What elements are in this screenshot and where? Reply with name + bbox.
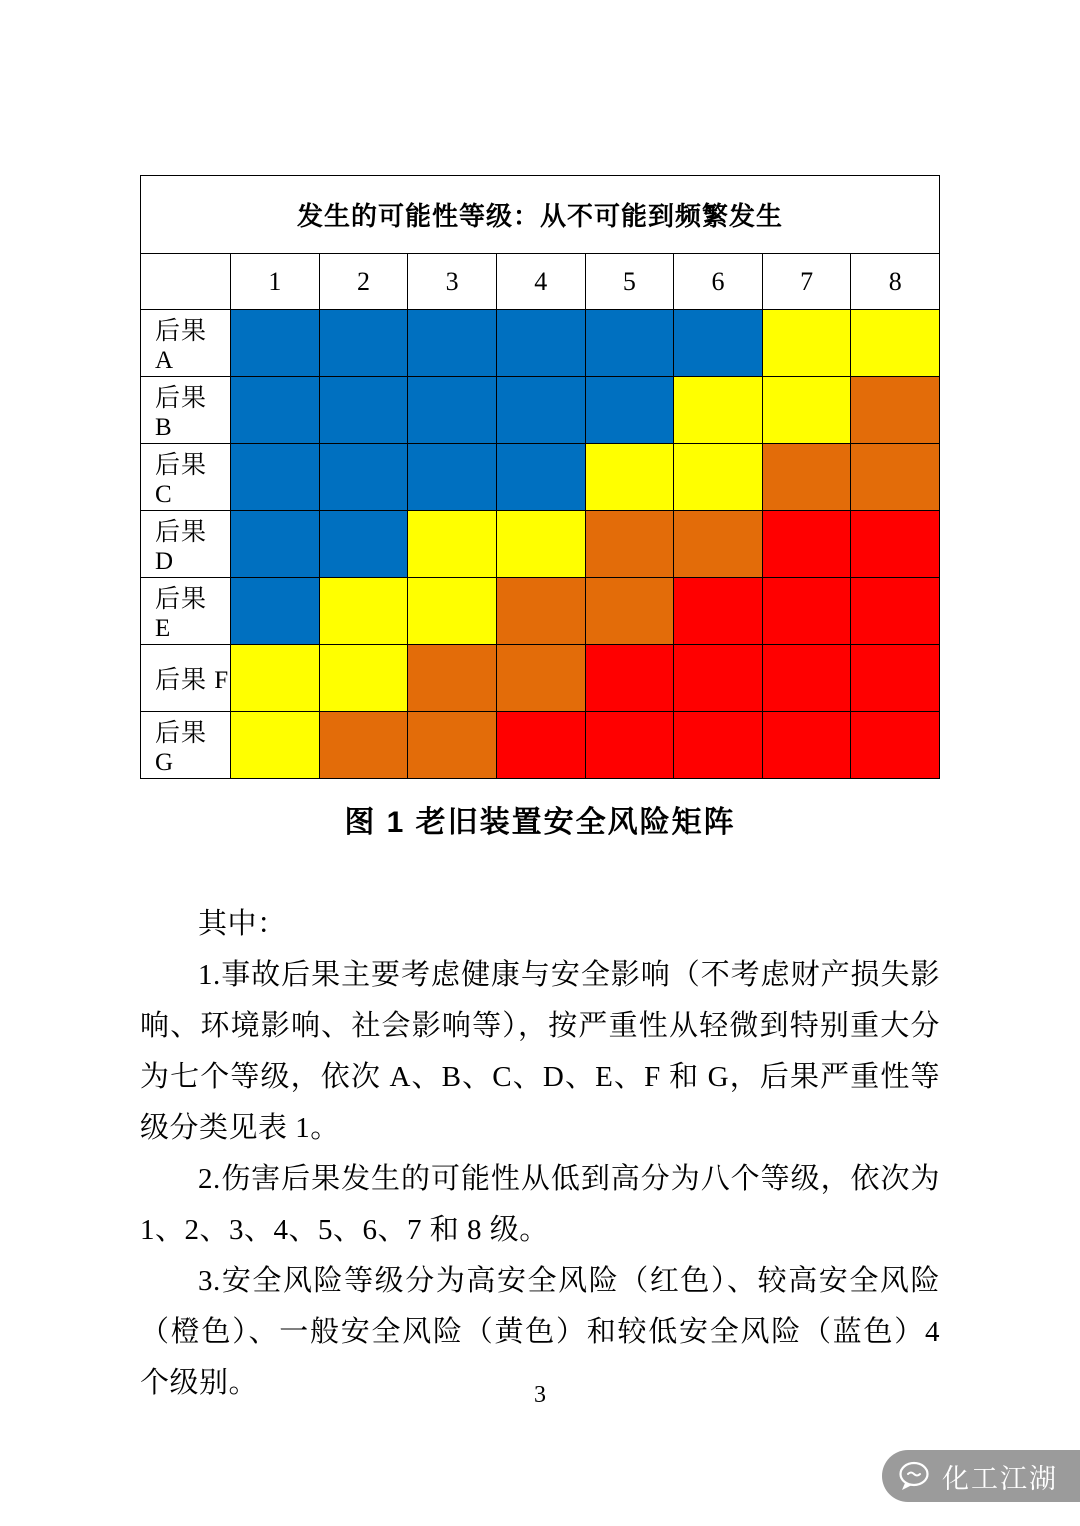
risk-cell-orange: [674, 511, 763, 578]
risk-cell-red: [674, 712, 763, 779]
risk-cell-red: [851, 578, 940, 645]
risk-cell-yellow: [231, 712, 320, 779]
likelihood-column-header: 4: [496, 254, 585, 310]
consequence-row-label: 后果 G: [141, 712, 231, 779]
matrix-row: [141, 310, 940, 377]
page-content: [140, 175, 940, 1409]
risk-cell-orange: [585, 578, 674, 645]
page-number: 3: [534, 1382, 546, 1408]
risk-cell-red: [851, 645, 940, 712]
risk-cell-blue: [585, 310, 674, 377]
consequence-row-label: 后果 B: [141, 377, 231, 444]
risk-cell-blue: [319, 444, 408, 511]
risk-cell-blue: [496, 310, 585, 377]
paragraph-2: 2.伤害后果发生的可能性从低到高分为八个等级，依次为 1、2、3、4、5、6、7 和 8 级。: [140, 1163, 940, 1246]
likelihood-column-header: 1: [231, 254, 320, 310]
risk-cell-blue: [585, 377, 674, 444]
consequence-row-label: 后果 C: [141, 444, 231, 511]
paragraph-1: 1.事故后果主要考虑健康与安全影响（不考虑财产损失影响、环境影响、社会影响等），按严重性从轻微到特别重大分为七个等级，依次 A、B、C、D、E、F 和 G，后果严重性等级分类见表 1。: [140, 959, 940, 1144]
risk-cell-blue: [231, 511, 320, 578]
matrix-row: [141, 578, 940, 645]
risk-cell-yellow: [674, 444, 763, 511]
risk-cell-red: [674, 645, 763, 712]
risk-cell-yellow: [585, 444, 674, 511]
risk-cell-orange: [319, 712, 408, 779]
paragraph-3: 3.安全风险等级分为高安全风险（红色）、较高安全风险（橙色）、一般安全风险（黄色）和较低安全风险（蓝色）4 个级别。: [140, 1265, 940, 1399]
risk-cell-blue: [408, 444, 497, 511]
intro-line: 其中：: [198, 908, 287, 940]
likelihood-column-header: 5: [585, 254, 674, 310]
risk-cell-blue: [231, 578, 320, 645]
figure-caption: 图 1 老旧装置安全风险矩阵: [344, 806, 736, 839]
risk-cell-blue: [319, 377, 408, 444]
likelihood-header: 发生的可能性等级：从不可能到频繁发生: [141, 176, 940, 254]
consequence-row-label: 后果 D: [141, 511, 231, 578]
corner-cell: [141, 254, 231, 310]
risk-cell-orange: [762, 444, 851, 511]
risk-cell-blue: [231, 377, 320, 444]
consequence-row-label: 后果 A: [141, 310, 231, 377]
matrix-row: [141, 645, 940, 712]
risk-cell-yellow: [231, 645, 320, 712]
risk-cell-yellow: [674, 377, 763, 444]
matrix-row: [141, 444, 940, 511]
risk-cell-yellow: [762, 377, 851, 444]
risk-cell-orange: [496, 578, 585, 645]
risk-cell-red: [585, 645, 674, 712]
risk-cell-yellow: [851, 310, 940, 377]
risk-cell-red: [762, 712, 851, 779]
likelihood-column-header: 2: [319, 254, 408, 310]
likelihood-column-header: 3: [408, 254, 497, 310]
risk-cell-blue: [496, 444, 585, 511]
risk-cell-orange: [851, 377, 940, 444]
watermark-text: 化工江湖: [942, 1463, 1058, 1494]
matrix-row: [141, 377, 940, 444]
risk-cell-red: [585, 712, 674, 779]
likelihood-column-header: 8: [851, 254, 940, 310]
chat-bubble-icon: [898, 1461, 932, 1491]
risk-cell-red: [674, 578, 763, 645]
risk-cell-yellow: [408, 511, 497, 578]
risk-cell-yellow: [319, 578, 408, 645]
risk-cell-orange: [408, 712, 497, 779]
consequence-row-label: 后果 E: [141, 578, 231, 645]
risk-cell-blue: [319, 310, 408, 377]
likelihood-column-header: 7: [762, 254, 851, 310]
consequence-row-label: 后果 F: [141, 645, 231, 712]
risk-cell-orange: [496, 645, 585, 712]
risk-cell-blue: [408, 377, 497, 444]
matrix-row: [141, 511, 940, 578]
risk-cell-yellow: [496, 511, 585, 578]
risk-cell-blue: [674, 310, 763, 377]
watermark-badge: [882, 1450, 1080, 1502]
risk-cell-blue: [231, 310, 320, 377]
risk-cell-orange: [851, 444, 940, 511]
body-text: [140, 899, 940, 1409]
risk-cell-red: [851, 511, 940, 578]
risk-cell-yellow: [319, 645, 408, 712]
matrix-title-row: [141, 176, 940, 254]
risk-cell-blue: [496, 377, 585, 444]
risk-cell-red: [851, 712, 940, 779]
risk-cell-blue: [408, 310, 497, 377]
risk-cell-red: [762, 578, 851, 645]
risk-cell-blue: [319, 511, 408, 578]
risk-cell-yellow: [762, 310, 851, 377]
matrix-row: [141, 712, 940, 779]
risk-matrix-table: [140, 175, 940, 779]
risk-cell-red: [496, 712, 585, 779]
risk-cell-orange: [408, 645, 497, 712]
risk-cell-yellow: [408, 578, 497, 645]
risk-cell-orange: [585, 511, 674, 578]
risk-cell-red: [762, 511, 851, 578]
column-number-row: [141, 254, 940, 310]
risk-cell-blue: [231, 444, 320, 511]
likelihood-column-header: 6: [674, 254, 763, 310]
risk-cell-red: [762, 645, 851, 712]
